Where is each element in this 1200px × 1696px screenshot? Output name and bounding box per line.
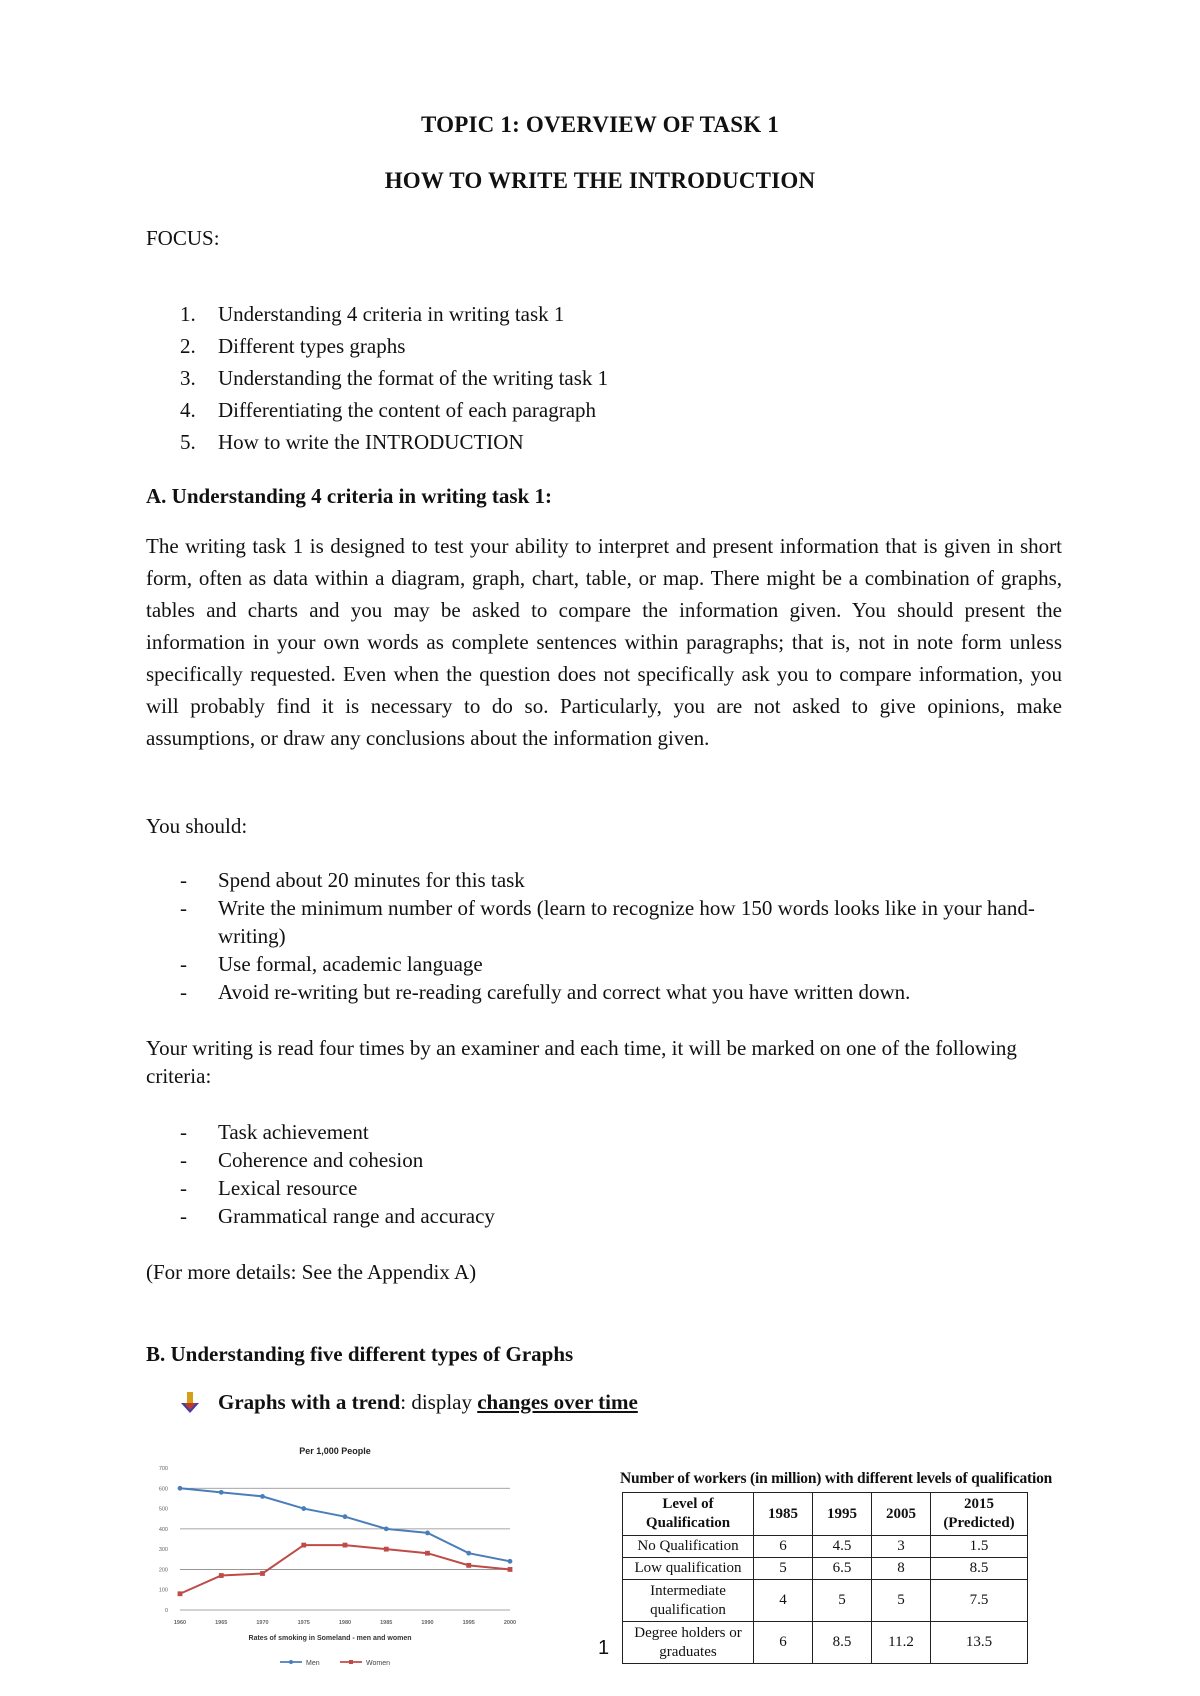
list-item: - Spend about 20 minutes for this task (180, 868, 525, 892)
table-cell: 8.5 (931, 1558, 1028, 1580)
table-cell: 4 (754, 1580, 813, 1622)
y-tick-label: 0 (164, 1608, 168, 1614)
table-cell: Intermediate qualification (623, 1580, 754, 1622)
x-tick-label: 1965 (215, 1620, 228, 1626)
table-cell: No Qualification (623, 1536, 754, 1558)
series-line-men (180, 1488, 510, 1561)
table-row (623, 1558, 1028, 1580)
table-row (623, 1622, 1028, 1664)
table-row (623, 1536, 1028, 1558)
list-item: - Write the minimum number of words (learn to recognize how 150 words looks like in your hand-writing) (180, 896, 1035, 948)
x-tick-label: 1990 (421, 1620, 434, 1626)
criteria-list (180, 1118, 1078, 1230)
focus-label: FOCUS: (146, 226, 220, 250)
table-cell: Low qualification (623, 1558, 754, 1580)
data-point (425, 1531, 430, 1536)
data-point (343, 1514, 348, 1519)
legend-label: Women (366, 1660, 390, 1667)
y-tick-label: 200 (158, 1567, 168, 1574)
section-a-paragraph: The writing task 1 is designed to test your ability to interpret and present information that is given in short form, often as data within a diagram, graph, chart, table, or map. There might be a combination of graphs, tables and charts and you may be asked to compare the information given. You should present the information in your own words as complete sentences within paragraphs; that is, not in note form unless specifically requested. Even when the question does not specifically ask you to compare information, you will probably find it is necessary to do so. Particularly, you are not asked to give opinions, make assumptions, or draw any conclusions about the information given. (146, 534, 1062, 750)
x-tick-label: 1985 (380, 1620, 393, 1626)
appendix-note: (For more details: See the Appendix A) (146, 1260, 477, 1284)
table-title: Number of workers (in million) with different levels of qualification (620, 1470, 1053, 1487)
data-point (466, 1563, 471, 1568)
table-cell: 5 (872, 1580, 931, 1622)
table-header-cell: 1995 (813, 1493, 872, 1536)
chart-legend (280, 1660, 390, 1667)
chart-x-ticks (174, 1620, 516, 1626)
trend-bullet-bold: Graphs with a trend (218, 1390, 401, 1414)
table-cell: Degree holders or graduates (623, 1622, 754, 1664)
list-item: - Avoid re-writing but re-reading carefully and correct what you have written down. (180, 980, 911, 1004)
section-b-heading: B. Understanding five different types of Graphs (146, 1342, 574, 1366)
table-cell: 6 (754, 1536, 813, 1558)
list-item: - Coherence and cohesion (180, 1148, 424, 1172)
table-cell: 4.5 (813, 1536, 872, 1558)
list-item: - Use formal, academic language (180, 952, 483, 976)
x-tick-label: 1980 (338, 1620, 352, 1626)
you-should-list (180, 866, 1078, 1006)
data-point (343, 1543, 348, 1548)
list-item: - Lexical resource (180, 1176, 358, 1200)
chart-series (178, 1486, 513, 1596)
chart-title: Per 1,000 People (299, 1446, 371, 1456)
data-point (260, 1571, 265, 1576)
y-tick-label: 300 (158, 1547, 168, 1554)
table-row (623, 1580, 1028, 1622)
table-cell: 6 (754, 1622, 813, 1664)
page-title: TOPIC 1: OVERVIEW OF TASK 1 (421, 112, 779, 137)
data-point (178, 1486, 183, 1491)
trend-bullet-plain: : display (400, 1390, 478, 1414)
data-point (425, 1551, 430, 1556)
table-header-cell: 2005 (872, 1493, 931, 1536)
x-tick-label: 1975 (297, 1620, 310, 1626)
list-item: 3. Understanding the format of the writing task 1 (180, 366, 609, 390)
chart-x-label: Rates of smoking in Someland - men and women (248, 1635, 412, 1642)
table-cell: 5 (813, 1580, 872, 1622)
x-tick-label: 1995 (462, 1620, 475, 1626)
list-item: - Grammatical range and accuracy (180, 1204, 495, 1228)
table-header-cell: 1985 (754, 1493, 813, 1536)
table-cell: 8.5 (813, 1622, 872, 1664)
trend-bullet-underlined: changes over time (477, 1390, 638, 1414)
trend-bullet (180, 1390, 638, 1415)
table-cell: 5 (754, 1558, 813, 1580)
legend-marker (349, 1660, 353, 1664)
list-item: 1. Understanding 4 criteria in writing task 1 (180, 302, 565, 326)
y-tick-label: 100 (158, 1587, 168, 1594)
list-item: 5. How to write the INTRODUCTION (180, 430, 524, 454)
x-tick-label: 1960 (173, 1620, 187, 1626)
data-point (178, 1591, 183, 1596)
table-cell: 13.5 (931, 1622, 1028, 1664)
qualification-table (622, 1492, 1028, 1664)
criteria-intro: Your writing is read four times by an examiner and each time, it will be marked on one of the following criteria: (146, 1036, 1017, 1088)
data-point (384, 1526, 389, 1531)
smoking-line-chart (150, 1440, 520, 1670)
table-header-cell: 2015 (Predicted) (931, 1493, 1028, 1536)
table-header-cell: Level of Qualification (623, 1493, 754, 1536)
y-tick-label: 700 (158, 1466, 168, 1472)
data-point (219, 1573, 224, 1578)
data-point (301, 1506, 306, 1511)
data-point (384, 1547, 389, 1552)
data-point (301, 1543, 306, 1548)
focus-list (180, 298, 608, 458)
x-tick-label: 2000 (503, 1620, 517, 1626)
y-tick-label: 500 (158, 1506, 168, 1513)
page-subtitle: HOW TO WRITE THE INTRODUCTION (384, 168, 816, 193)
you-should-label: You should: (146, 814, 248, 838)
data-point (466, 1551, 471, 1556)
data-point (260, 1494, 265, 1499)
table-cell: 11.2 (872, 1622, 931, 1664)
table-cell: 7.5 (931, 1580, 1028, 1622)
data-point (508, 1567, 513, 1572)
x-tick-label: 1970 (256, 1620, 269, 1626)
list-item: - Task achievement (180, 1120, 369, 1144)
y-tick-label: 600 (158, 1486, 168, 1493)
table-cell: 8 (872, 1558, 931, 1580)
list-item: 4. Differentiating the content of each paragraph (180, 398, 597, 422)
table-cell: 3 (872, 1536, 931, 1558)
table-cell: 6.5 (813, 1558, 872, 1580)
chart-y-ticks (159, 1466, 168, 1614)
page-number: 1 (598, 1637, 610, 1659)
table-cell: 1.5 (931, 1536, 1028, 1558)
arrow-down-icon (180, 1391, 200, 1415)
y-tick-label: 400 (158, 1526, 168, 1533)
data-point (508, 1559, 513, 1564)
data-point (219, 1490, 224, 1495)
legend-marker (289, 1660, 293, 1664)
section-a-heading: A. Understanding 4 criteria in writing task 1: (146, 484, 552, 508)
legend-label: Men (306, 1660, 320, 1667)
list-item: 2. Different types graphs (180, 334, 406, 358)
table-header-row (623, 1493, 1028, 1536)
